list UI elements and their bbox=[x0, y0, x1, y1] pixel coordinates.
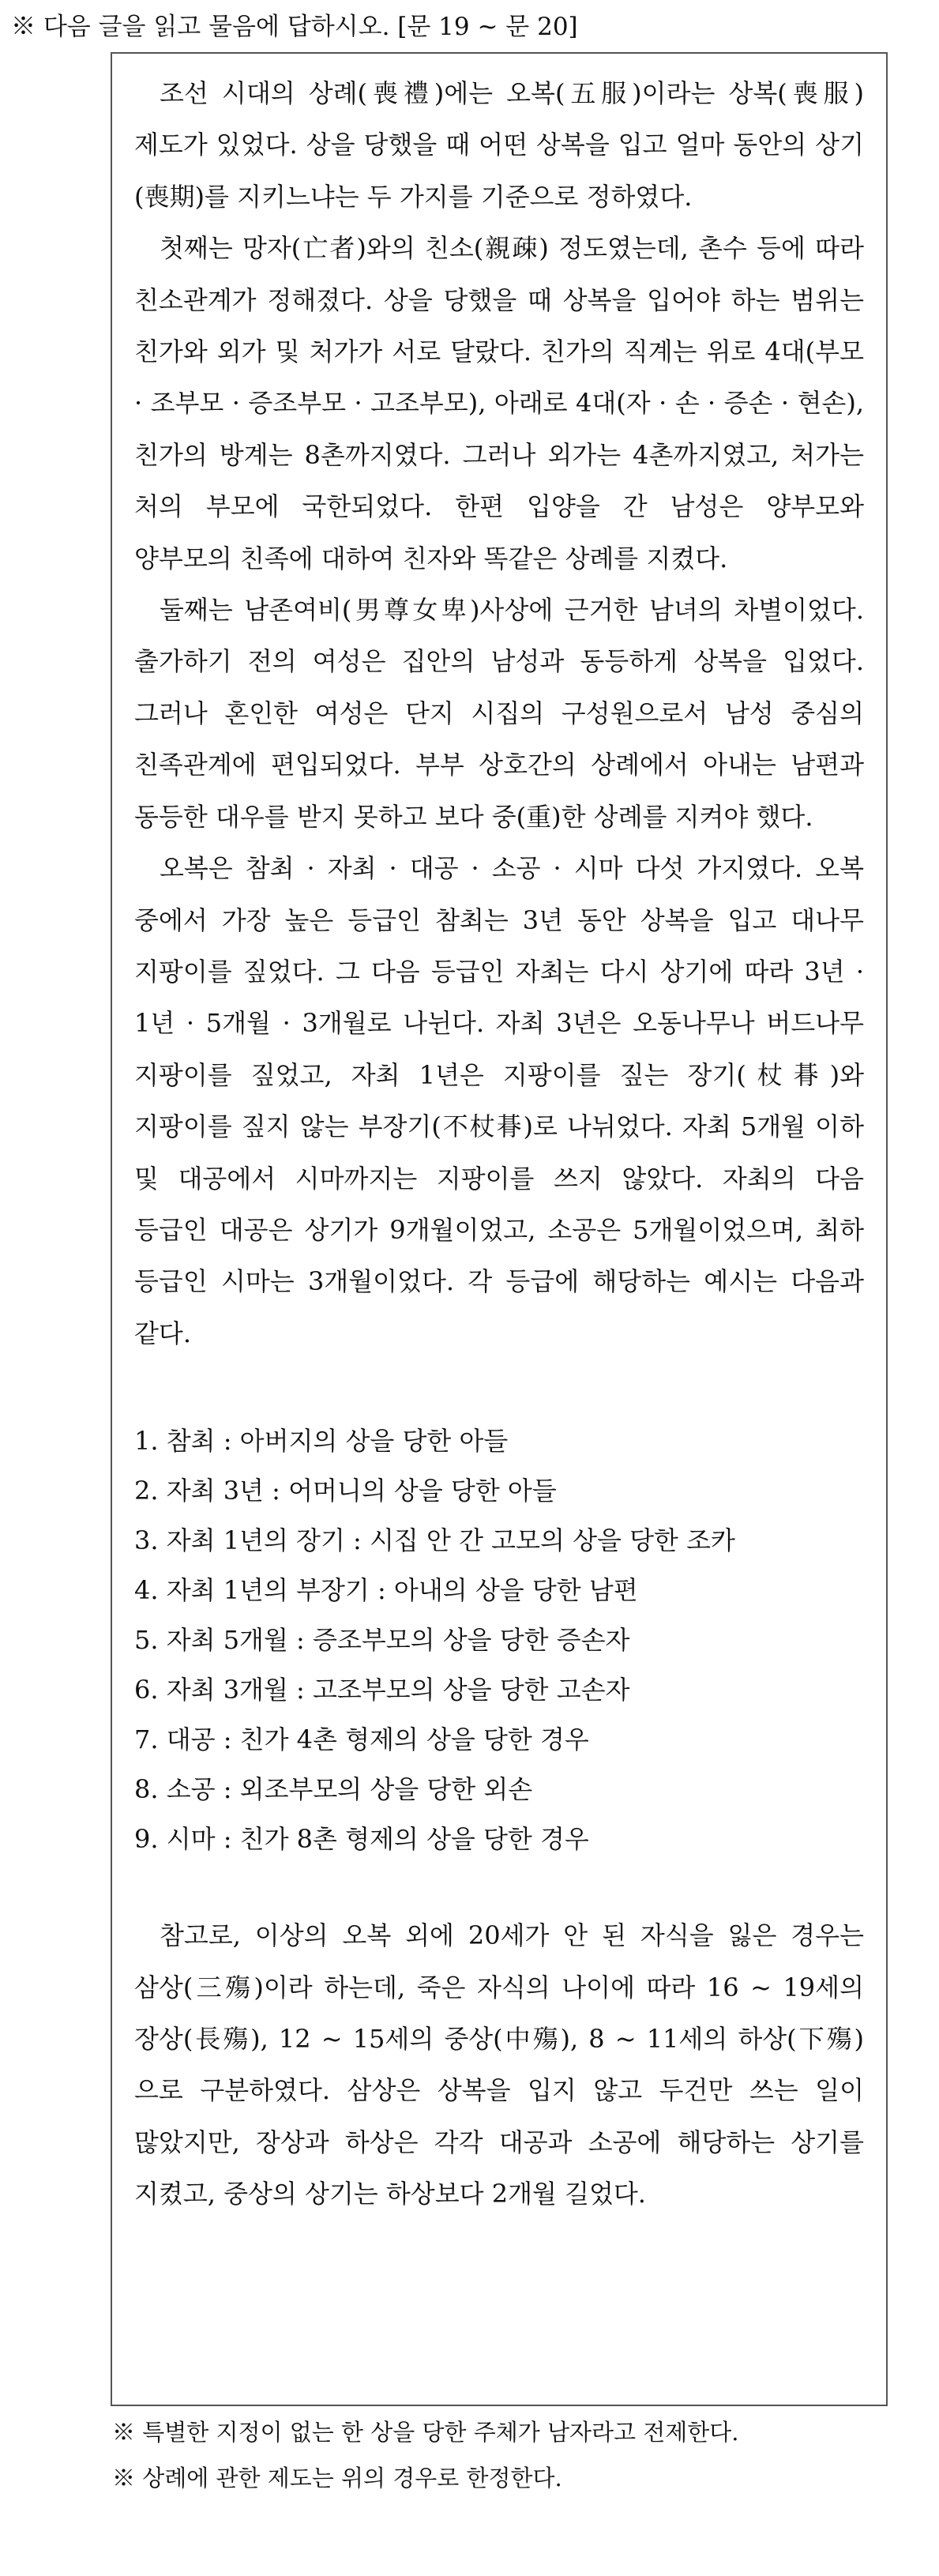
footnote-subject-male: ※ 특별한 지정이 없는 한 상을 당한 주체가 남자라고 전제한다. bbox=[112, 2419, 739, 2446]
paragraph-first-criterion: 첫째는 망자(亡者)와의 친소(親疎) 정도였는데, 촌수 등에 따라 친소관계가 정해졌다. 상을 당했을 때 상복을 입어야 하는 범위는 친가와 외가 및 처가가 서로 달랐다. 친가의 직계는 위로 4대(부모 · 조부모 · 증조부모 · 고조부모), 아래로 4대(자 · 손 · 증손 · 현손), 친가의 방계는 8촌까지였다. 그러나 외가는 4촌까지였고, 처가는 처의 부모에 국한되었다. 한편 입양을 간 남성은 양부모와 양부모의 친족에 대하여 친자와 똑같은 상례를 지켰다. bbox=[134, 233, 864, 573]
paragraph-second-criterion: 둘째는 남존여비(男尊女卑)사상에 근거한 남녀의 차별이었다. 출가하기 전의 여성은 집안의 남성과 동등하게 상복을 입었다. 그러나 혼인한 여성은 단지 시집의 구성원으로서 남성 중심의 친족관계에 편입되었다. 부부 상호간의 상례에서 아내는 남편과 동등한 대우를 받지 못하고 보다 중(重)한 상례를 지켜야 했다. bbox=[134, 595, 864, 832]
paragraph-intro: 조선 시대의 상례(喪禮)에는 오복(五服)이라는 상복(喪服) 제도가 있었다. 상을 당했을 때 어떤 상복을 입고 얼마 동안의 상기(喪期)를 지키느냐는 두 가지를 기준으로 정하였다. bbox=[134, 78, 864, 212]
list-item: 7. 대공 : 친가 4촌 형제의 상을 당한 경우 bbox=[134, 1724, 589, 1755]
list-item: 1. 참최 : 아버지의 상을 당한 아들 bbox=[134, 1426, 509, 1457]
list-item: 4. 자최 1년의 부장기 : 아내의 상을 당한 남편 bbox=[134, 1575, 638, 1606]
paragraph-five-grades: 오복은 참최 · 자최 · 대공 · 소공 · 시마 다섯 가지였다. 오복 중에서 가장 높은 등급인 참최는 3년 동안 상복을 입고 대나무 지팡이를 짚었다. 그 다음 등급인 자최는 다시 상기에 따라 3년 · 1년 · 5개월 · 3개월로 나뉜다. 자최 3년은 오동나무나 버드나무 지팡이를 짚었고, 자최 1년은 지팡이를 짚는 장기(杖朞)와 지팡이를 짚지 않는 부장기(不杖朞)로 나뉘었다. 자최 5개월 이하 및 대공에서 시마까지는 지팡이를 쓰지 않았다. 자최의 다음 등급인 대공은 상기가 9개월이었고, 소공은 5개월이었으며, 최하 등급인 시마는 3개월이었다. 각 등급에 해당하는 예시는 다음과 같다. bbox=[134, 853, 864, 1348]
list-item: 8. 소공 : 외조부모의 상을 당한 외손 bbox=[134, 1774, 533, 1805]
list-item: 3. 자최 1년의 장기 : 시집 안 간 고모의 상을 당한 조카 bbox=[134, 1525, 735, 1556]
paragraph-samsang: 참고로, 이상의 오복 외에 20세가 안 된 자식을 잃은 경우는 삼상(三殤)이라 하는데, 죽은 자식의 나이에 따라 16 ~ 19세의 장상(長殤), 12 ~ 15세의 중상(中殤), 8 ~ 11세의 하상(下殤)으로 구분하였다. 삼상은 상복을 입지 않고 두건만 쓰는 일이 많았지만, 장상과 하상은 각각 대공과 소공에 해당하는 상기를 지켰고, 중상의 상기는 하상보다 2개월 길었다. bbox=[134, 1920, 864, 2209]
footnote-scope-limit: ※ 상례에 관한 제도는 위의 경우로 한정한다. bbox=[112, 2465, 562, 2491]
footnotes bbox=[112, 2409, 918, 2501]
list-item: 9. 시마 : 친가 8촌 형제의 상을 당한 경우 bbox=[134, 1824, 589, 1855]
list-item: 5. 자최 5개월 : 증조부모의 상을 당한 증손자 bbox=[134, 1625, 630, 1656]
list-item: 6. 자최 3개월 : 고조부모의 상을 당한 고손자 bbox=[134, 1675, 630, 1705]
question-header: ※ 다음 글을 읽고 물음에 답하시오. [문 19 ~ 문 20] bbox=[11, 13, 578, 41]
passage-box bbox=[111, 52, 888, 2406]
examples-list bbox=[134, 1416, 864, 1864]
list-item: 2. 자최 3년 : 어머니의 상을 당한 아들 bbox=[134, 1476, 557, 1506]
